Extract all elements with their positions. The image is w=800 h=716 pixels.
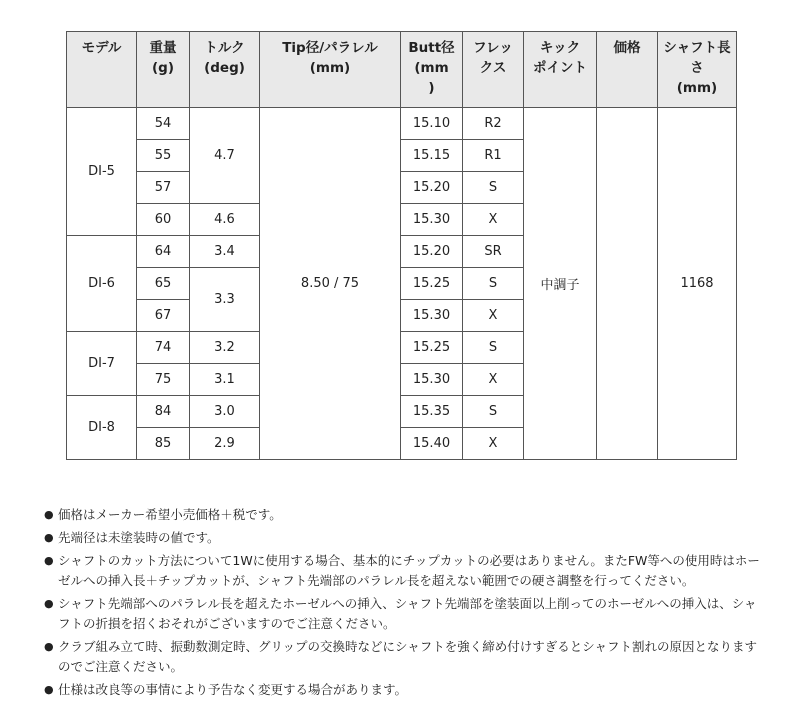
butt-cell: 15.15 — [401, 140, 463, 172]
butt-cell: 15.25 — [401, 332, 463, 364]
flex-cell: S — [463, 396, 524, 428]
header-weight: 重量 (g) — [137, 32, 190, 108]
note-text: 価格はメーカー希望小売価格＋税です。 — [58, 507, 282, 522]
weight-cell: 60 — [137, 204, 190, 236]
bullet-icon: ● — [44, 640, 54, 653]
header-torque: トルク (deg) — [190, 32, 260, 108]
weight-cell: 67 — [137, 300, 190, 332]
flex-cell: SR — [463, 236, 524, 268]
flex-cell: X — [463, 428, 524, 460]
weight-cell: 84 — [137, 396, 190, 428]
butt-cell: 15.10 — [401, 108, 463, 140]
kick-point-cell: 中調子 — [524, 108, 597, 460]
model-cell: DI-8 — [67, 396, 137, 460]
bullet-icon: ● — [44, 683, 54, 696]
note-item — [44, 680, 760, 700]
bullet-icon: ● — [44, 508, 54, 521]
bullet-icon: ● — [44, 554, 54, 567]
note-text: シャフト先端部へのパラレル長を超えたホーゼルへの挿入、シャフト先端部を塗装面以上削ってのホーゼルへの挿入は、シャフトの折損を招くおそれがございますのでご注意ください。 — [58, 596, 757, 631]
butt-cell: 15.25 — [401, 268, 463, 300]
torque-cell: 3.3 — [190, 268, 260, 332]
note-item — [44, 594, 760, 634]
weight-cell: 54 — [137, 108, 190, 140]
header-tip: Tip径/パラレル (mm) — [260, 32, 401, 108]
note-text: 先端径は未塗装時の値です。 — [58, 530, 220, 545]
weight-cell: 57 — [137, 172, 190, 204]
torque-cell: 3.1 — [190, 364, 260, 396]
tip-cell: 8.50 / 75 — [260, 108, 401, 460]
weight-cell: 64 — [137, 236, 190, 268]
torque-cell: 3.4 — [190, 236, 260, 268]
weight-cell: 55 — [137, 140, 190, 172]
weight-cell: 74 — [137, 332, 190, 364]
price-cell — [597, 108, 658, 460]
note-text: クラブ組み立て時、振動数測定時、グリップの交換時などにシャフトを強く締め付けすぎるとシャフト割れの原因となりますのでご注意ください。 — [58, 639, 758, 674]
flex-cell: S — [463, 268, 524, 300]
note-text: 仕様は改良等の事情により予告なく変更する場合があります。 — [58, 682, 408, 697]
butt-cell: 15.30 — [401, 204, 463, 236]
flex-cell: S — [463, 332, 524, 364]
table-row — [67, 108, 737, 140]
torque-cell: 2.9 — [190, 428, 260, 460]
header-flex: フレッ クス — [463, 32, 524, 108]
model-cell: DI-6 — [67, 236, 137, 332]
butt-cell: 15.30 — [401, 364, 463, 396]
torque-cell: 3.2 — [190, 332, 260, 364]
note-text: シャフトのカット方法について1Wに使用する場合、基本的にチップカットの必要はありません。またFW等への使用時はホーゼルへの挿入長＋チップカットが、シャフト先端部のパラレル長を超えない範囲での硬さ調整を行ってください。 — [58, 553, 760, 588]
note-item — [44, 505, 760, 525]
header-kick-point: キック ポイント — [524, 32, 597, 108]
length-cell: 1168 — [658, 108, 737, 460]
flex-cell: X — [463, 204, 524, 236]
header-price: 価格 — [597, 32, 658, 108]
torque-cell: 3.0 — [190, 396, 260, 428]
note-item — [44, 528, 760, 548]
notes-list — [44, 505, 760, 703]
flex-cell: X — [463, 364, 524, 396]
butt-cell: 15.20 — [401, 172, 463, 204]
weight-cell: 85 — [137, 428, 190, 460]
flex-cell: R2 — [463, 108, 524, 140]
flex-cell: S — [463, 172, 524, 204]
torque-cell: 4.6 — [190, 204, 260, 236]
header-length: シャフト長 さ (mm) — [658, 32, 737, 108]
bullet-icon: ● — [44, 597, 54, 610]
header-butt: Butt径 (mm ) — [401, 32, 463, 108]
model-cell: DI-5 — [67, 108, 137, 236]
flex-cell: X — [463, 300, 524, 332]
flex-cell: R1 — [463, 140, 524, 172]
butt-cell: 15.40 — [401, 428, 463, 460]
note-item — [44, 637, 760, 677]
butt-cell: 15.35 — [401, 396, 463, 428]
weight-cell: 65 — [137, 268, 190, 300]
spec-table — [66, 31, 737, 460]
butt-cell: 15.30 — [401, 300, 463, 332]
model-cell: DI-7 — [67, 332, 137, 396]
butt-cell: 15.20 — [401, 236, 463, 268]
bullet-icon: ● — [44, 531, 54, 544]
header-model: モデル — [67, 32, 137, 108]
torque-cell: 4.7 — [190, 108, 260, 204]
note-item — [44, 551, 760, 591]
weight-cell: 75 — [137, 364, 190, 396]
